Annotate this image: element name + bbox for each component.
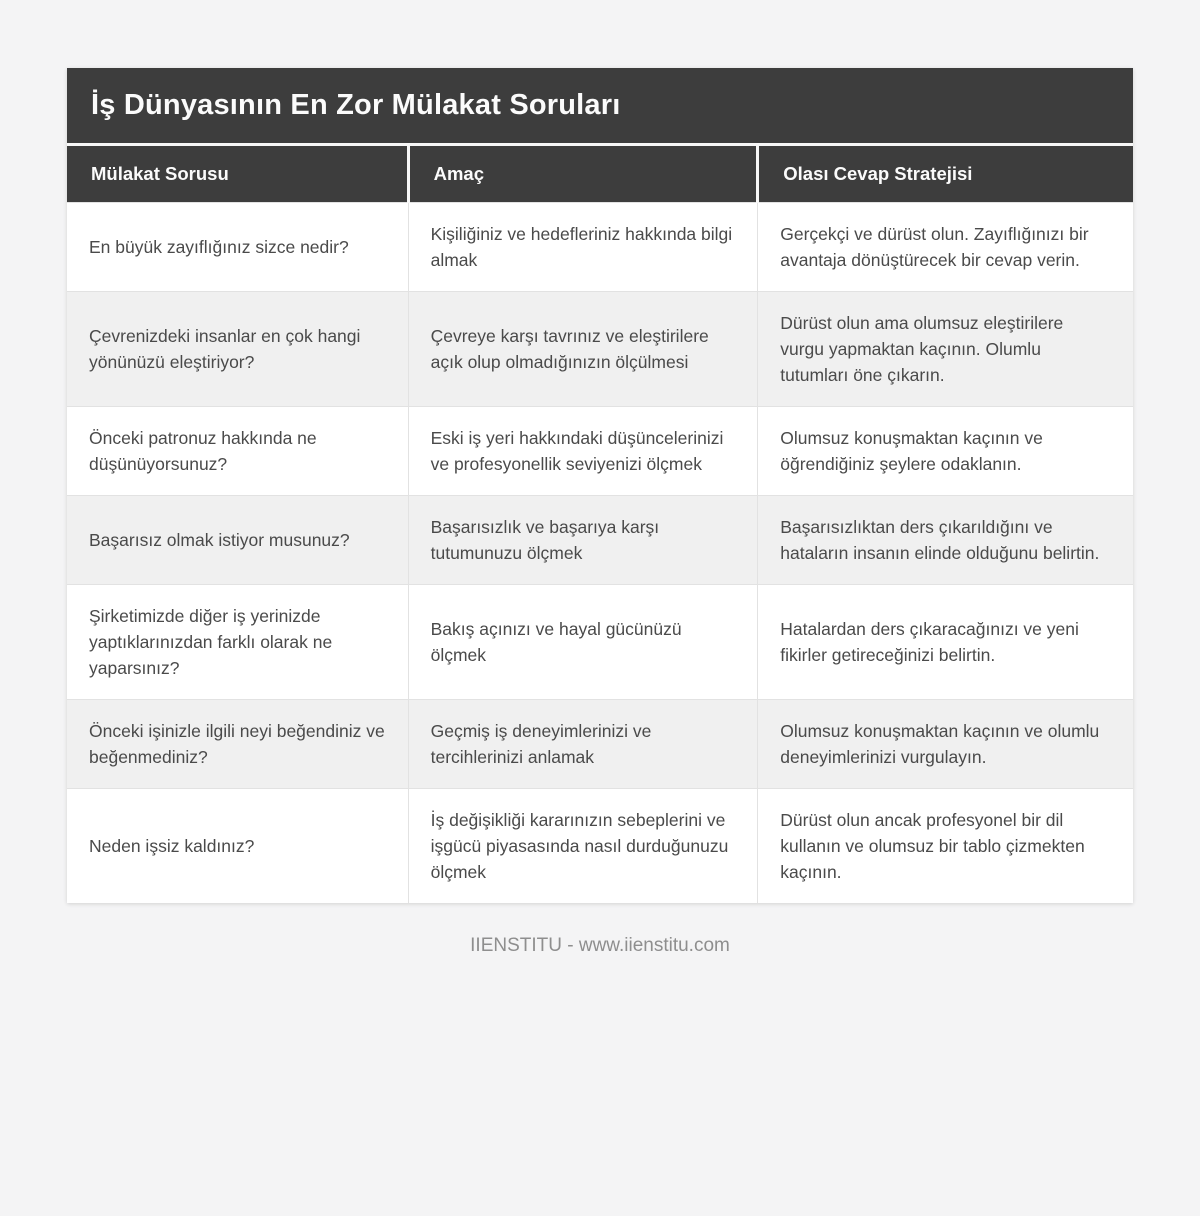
- question-cell: Şirketimizde diğer iş yerinizde yaptıklarınızdan farklı olarak ne yaparsınız?: [67, 585, 408, 700]
- column-header-strategy: Olası Cevap Stratejisi: [758, 145, 1133, 203]
- purpose-cell: Bakış açınızı ve hayal gücünüzü ölçmek: [408, 585, 758, 700]
- strategy-cell: Dürüst olun ama olumsuz eleştirilere vurgu yapmaktan kaçının. Olumlu tutumları öne çıkarın.: [758, 292, 1133, 407]
- question-cell: Neden işsiz kaldınız?: [67, 789, 408, 904]
- interview-questions-card: [67, 68, 1133, 903]
- table-row: [67, 496, 1133, 585]
- interview-questions-table: [67, 143, 1133, 903]
- purpose-cell: Başarısızlık ve başarıya karşı tutumunuzu ölçmek: [408, 496, 758, 585]
- question-cell: Çevrenizdeki insanlar en çok hangi yönünüzü eleştiriyor?: [67, 292, 408, 407]
- purpose-cell: Kişiliğiniz ve hedefleriniz hakkında bilgi almak: [408, 203, 758, 292]
- question-cell: Önceki işinizle ilgili neyi beğendiniz ve beğenmediniz?: [67, 700, 408, 789]
- strategy-cell: Gerçekçi ve dürüst olun. Zayıflığınızı bir avantaja dönüştürecek bir cevap verin.: [758, 203, 1133, 292]
- table-row: [67, 700, 1133, 789]
- strategy-cell: Dürüst olun ancak profesyonel bir dil kullanın ve olumsuz bir tablo çizmekten kaçının.: [758, 789, 1133, 904]
- page-title: İş Dünyasının En Zor Mülakat Soruları: [67, 68, 1133, 143]
- purpose-cell: İş değişikliği kararınızın sebeplerini ve işgücü piyasasında nasıl durduğunuzu ölçmek: [408, 789, 758, 904]
- question-cell: Önceki patronuz hakkında ne düşünüyorsunuz?: [67, 407, 408, 496]
- table-row: [67, 292, 1133, 407]
- purpose-cell: Çevreye karşı tavrınız ve eleştirilere açık olup olmadığınızın ölçülmesi: [408, 292, 758, 407]
- question-cell: Başarısız olmak istiyor musunuz?: [67, 496, 408, 585]
- purpose-cell: Eski iş yeri hakkındaki düşüncelerinizi ve profesyonellik seviyenizi ölçmek: [408, 407, 758, 496]
- strategy-cell: Hatalardan ders çıkaracağınızı ve yeni fikirler getireceğinizi belirtin.: [758, 585, 1133, 700]
- question-cell: En büyük zayıflığınız sizce nedir?: [67, 203, 408, 292]
- purpose-cell: Geçmiş iş deneyimlerinizi ve tercihlerinizi anlamak: [408, 700, 758, 789]
- table-header: [67, 145, 1133, 203]
- table-row: [67, 407, 1133, 496]
- table-body: [67, 203, 1133, 904]
- strategy-cell: Olumsuz konuşmaktan kaçının ve öğrendiğiniz şeylere odaklanın.: [758, 407, 1133, 496]
- table-row: [67, 203, 1133, 292]
- strategy-cell: Olumsuz konuşmaktan kaçının ve olumlu deneyimlerinizi vurgulayın.: [758, 700, 1133, 789]
- table-row: [67, 789, 1133, 904]
- column-header-question: Mülakat Sorusu: [67, 145, 408, 203]
- strategy-cell: Başarısızlıktan ders çıkarıldığını ve hataların insanın elinde olduğunu belirtin.: [758, 496, 1133, 585]
- column-header-purpose: Amaç: [408, 145, 758, 203]
- footer-branding: IIENSTITU - www.iienstitu.com: [470, 935, 730, 956]
- table-row: [67, 585, 1133, 700]
